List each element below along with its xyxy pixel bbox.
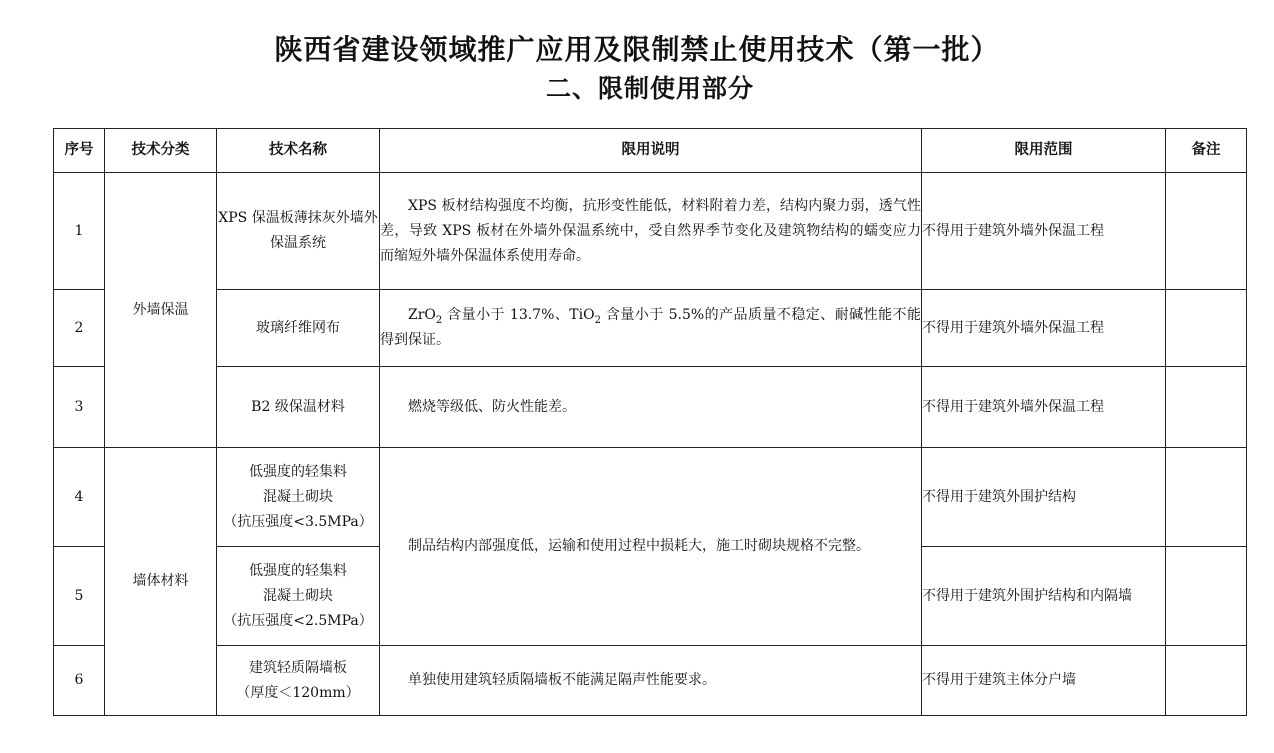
tech-name: 低强度的轻集料 混凝土砌块 （抗压强度<2.5MPa）: [217, 547, 380, 646]
tech-name: XPS 保温板薄抹灰外墙外保温系统: [217, 173, 380, 290]
note-cell: [1166, 646, 1247, 716]
table-row: [54, 173, 1247, 290]
note-cell: [1166, 547, 1247, 646]
tech-name: 玻璃纤维网布: [217, 290, 380, 367]
note-cell: [1166, 448, 1247, 547]
restriction-scope: 不得用于建筑外围护结构: [922, 448, 1166, 547]
restriction-scope: 不得用于建筑主体分户墙: [922, 646, 1166, 716]
table-row: [54, 448, 1247, 547]
restriction-desc: [380, 173, 922, 290]
row-seq: 3: [54, 367, 105, 448]
table-row: [54, 290, 1247, 367]
restriction-desc-text: XPS 板材结构强度不均衡，抗形变性能低，材料附着力差，结构内聚力弱，透气性差，导致 XPS 板材在外墙外保温系统中，受自然界季节变化及建筑物结构的蠕变应力而缩短外墙外保温体系使用寿命。: [380, 197, 921, 264]
restriction-scope: 不得用于建筑外墙外保温工程: [922, 290, 1166, 367]
restriction-desc-text: 单独使用建筑轻质隔墙板不能满足隔声性能要求。: [408, 672, 716, 688]
restriction-desc: [380, 367, 922, 448]
header-desc: 限用说明: [380, 129, 922, 173]
note-cell: [1166, 173, 1247, 290]
restriction-scope: 不得用于建筑外围护结构和内隔墙: [922, 547, 1166, 646]
category-cell: 外墙保温: [105, 173, 217, 448]
category-cell: 墙体材料: [105, 448, 217, 716]
row-seq: 1: [54, 173, 105, 290]
restriction-desc-text: 燃烧等级低、防火性能差。: [408, 398, 576, 415]
restriction-desc-text: ZrO$_2$ 含量小于 13.7%、TiO$_2$ 含量小于 5.5%的产品质量不稳定、耐碱性能不能得到保证。: [380, 307, 921, 348]
header-category: 技术分类: [105, 129, 217, 173]
row-seq: 4: [54, 448, 105, 547]
header-seq: 序号: [54, 129, 105, 173]
row-seq: 5: [54, 547, 105, 646]
table-row: [54, 367, 1247, 448]
restriction-scope: 不得用于建筑外墙外保温工程: [922, 367, 1166, 448]
tech-name: B2 级保温材料: [217, 367, 380, 448]
header-note: 备注: [1166, 129, 1247, 173]
tech-name: 建筑轻质隔墙板 （厚度＜120mm）: [217, 646, 380, 716]
restriction-desc: [380, 290, 922, 367]
row-seq: 6: [54, 646, 105, 716]
header-scope: 限用范围: [922, 129, 1166, 173]
row-seq: 2: [54, 290, 105, 367]
header-name: 技术名称: [217, 129, 380, 173]
tech-name: 低强度的轻集料 混凝土砌块 （抗压强度<3.5MPa）: [217, 448, 380, 547]
note-cell: [1166, 367, 1247, 448]
table-header-row: [54, 129, 1247, 173]
restriction-desc: [380, 448, 922, 646]
document-subtitle: 二、限制使用部分: [545, 74, 754, 103]
note-cell: [1166, 290, 1247, 367]
restriction-table: [53, 128, 1247, 716]
restriction-scope: 不得用于建筑外墙外保温工程: [922, 173, 1166, 290]
restriction-desc: [380, 646, 922, 716]
document-title: 陕西省建设领域推广应用及限制禁止使用技术（第一批）: [274, 33, 1000, 66]
restriction-desc-text: 制品结构内部强度低，运输和使用过程中损耗大，施工时砌块规格不完整。: [408, 538, 870, 554]
table-row: [54, 646, 1247, 716]
